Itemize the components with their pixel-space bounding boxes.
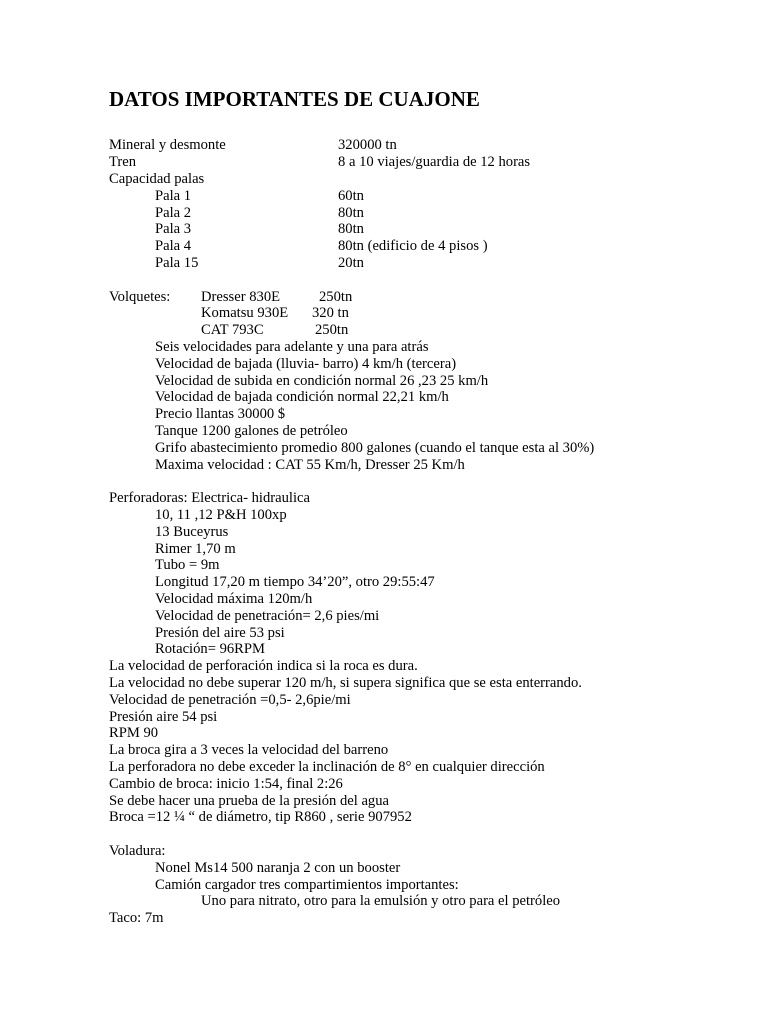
volquete-note: Velocidad de bajada (lluvia- barro) 4 km/h (tercera) xyxy=(155,356,457,372)
perforacion-note: La broca gira a 3 veces la velocidad del barreno xyxy=(109,742,389,758)
perforadora-detail: Velocidad máxima 120m/h xyxy=(155,591,313,607)
perforadora-detail: Rotación= 96RPM xyxy=(155,641,265,657)
perforacion-note: La perforadora no debe exceder la inclinación de 8° en cualquier dirección xyxy=(109,759,545,775)
voladura-label: Voladura: xyxy=(109,843,166,859)
voladura-subitem: Uno para nitrato, otro para la emulsión y otro para el petróleo xyxy=(201,893,561,909)
perforadora-detail: 13 Buceyrus xyxy=(155,524,229,540)
volquete-model: Dresser 830E xyxy=(201,289,281,305)
volquete-capacity: 250tn xyxy=(315,322,349,338)
volquetes-label: Volquetes: xyxy=(109,289,171,305)
perforacion-note: RPM 90 xyxy=(109,725,159,741)
perforacion-note: Cambio de broca: inicio 1:54, final 2:26 xyxy=(109,776,343,792)
pala-name: Pala 15 xyxy=(155,255,199,271)
perforadora-detail: 10, 11 ,12 P&H 100xp xyxy=(155,507,287,523)
page-title: DATOS IMPORTANTES DE CUAJONE xyxy=(109,87,480,111)
volquete-note: Seis velocidades para adelante y una para atrás xyxy=(155,339,429,355)
mineral-value: 320000 tn xyxy=(338,137,397,153)
pala-value: 80tn (edificio de 4 pisos ) xyxy=(338,238,488,254)
volquete-note: Tanque 1200 galones de petróleo xyxy=(155,423,348,439)
pala-name: Pala 2 xyxy=(155,205,192,221)
perforadoras-label: Perforadoras: Electrica- hidraulica xyxy=(109,490,310,506)
volquete-note: Velocidad de subida en condición normal 26 ,23 25 km/h xyxy=(155,373,489,389)
volquete-note: Grifo abastecimiento promedio 800 galones (cuando el tanque esta al 30%) xyxy=(155,440,595,456)
volquete-capacity: 250tn xyxy=(319,289,353,305)
pala-name: Pala 4 xyxy=(155,238,192,254)
pala-value: 60tn xyxy=(338,188,364,204)
pala-value: 20tn xyxy=(338,255,364,271)
volquete-capacity: 320 tn xyxy=(312,305,349,321)
voladura-item: Camión cargador tres compartimientos importantes: xyxy=(155,877,459,893)
tren-label: Tren xyxy=(109,154,137,170)
tren-value: 8 a 10 viajes/guardia de 12 horas xyxy=(338,154,531,170)
voladura-item: Nonel Ms14 500 naranja 2 con un booster xyxy=(155,860,401,876)
perforacion-note: La velocidad de perforación indica si la roca es dura. xyxy=(109,658,418,674)
perforacion-note: La velocidad no debe superar 120 m/h, si supera significa que se esta enterrando. xyxy=(109,675,582,691)
perforacion-note: Se debe hacer una prueba de la presión del agua xyxy=(109,793,389,809)
pala-name: Pala 3 xyxy=(155,221,192,237)
mineral-label: Mineral y desmonte xyxy=(109,137,226,153)
pala-value: 80tn xyxy=(338,205,364,221)
perforadora-detail: Longitud 17,20 m tiempo 34’20”, otro 29:55:47 xyxy=(155,574,435,590)
perforacion-note: Velocidad de penetración =0,5- 2,6pie/mi xyxy=(109,692,351,708)
pala-value: 80tn xyxy=(338,221,364,237)
perforacion-note: Presión aire 54 psi xyxy=(109,709,218,725)
volquete-model: Komatsu 930E xyxy=(201,305,289,321)
perforadora-detail: Tubo = 9m xyxy=(155,557,220,573)
perforacion-note: Broca =12 ¼ “ de diámetro, tip R860 , serie 907952 xyxy=(109,809,412,825)
perforadora-detail: Rimer 1,70 m xyxy=(155,541,236,557)
taco-line: Taco: 7m xyxy=(109,910,164,926)
volquete-note: Velocidad de bajada condición normal 22,21 km/h xyxy=(155,389,449,405)
volquete-note: Maxima velocidad : CAT 55 Km/h, Dresser 25 Km/h xyxy=(155,457,465,473)
volquete-note: Precio llantas 30000 $ xyxy=(155,406,286,422)
perforadora-detail: Presión del aire 53 psi xyxy=(155,625,285,641)
perforadora-detail: Velocidad de penetración= 2,6 pies/mi xyxy=(155,608,380,624)
capacidad-palas-label: Capacidad palas xyxy=(109,171,205,187)
volquete-model: CAT 793C xyxy=(201,322,264,338)
pala-name: Pala 1 xyxy=(155,188,192,204)
